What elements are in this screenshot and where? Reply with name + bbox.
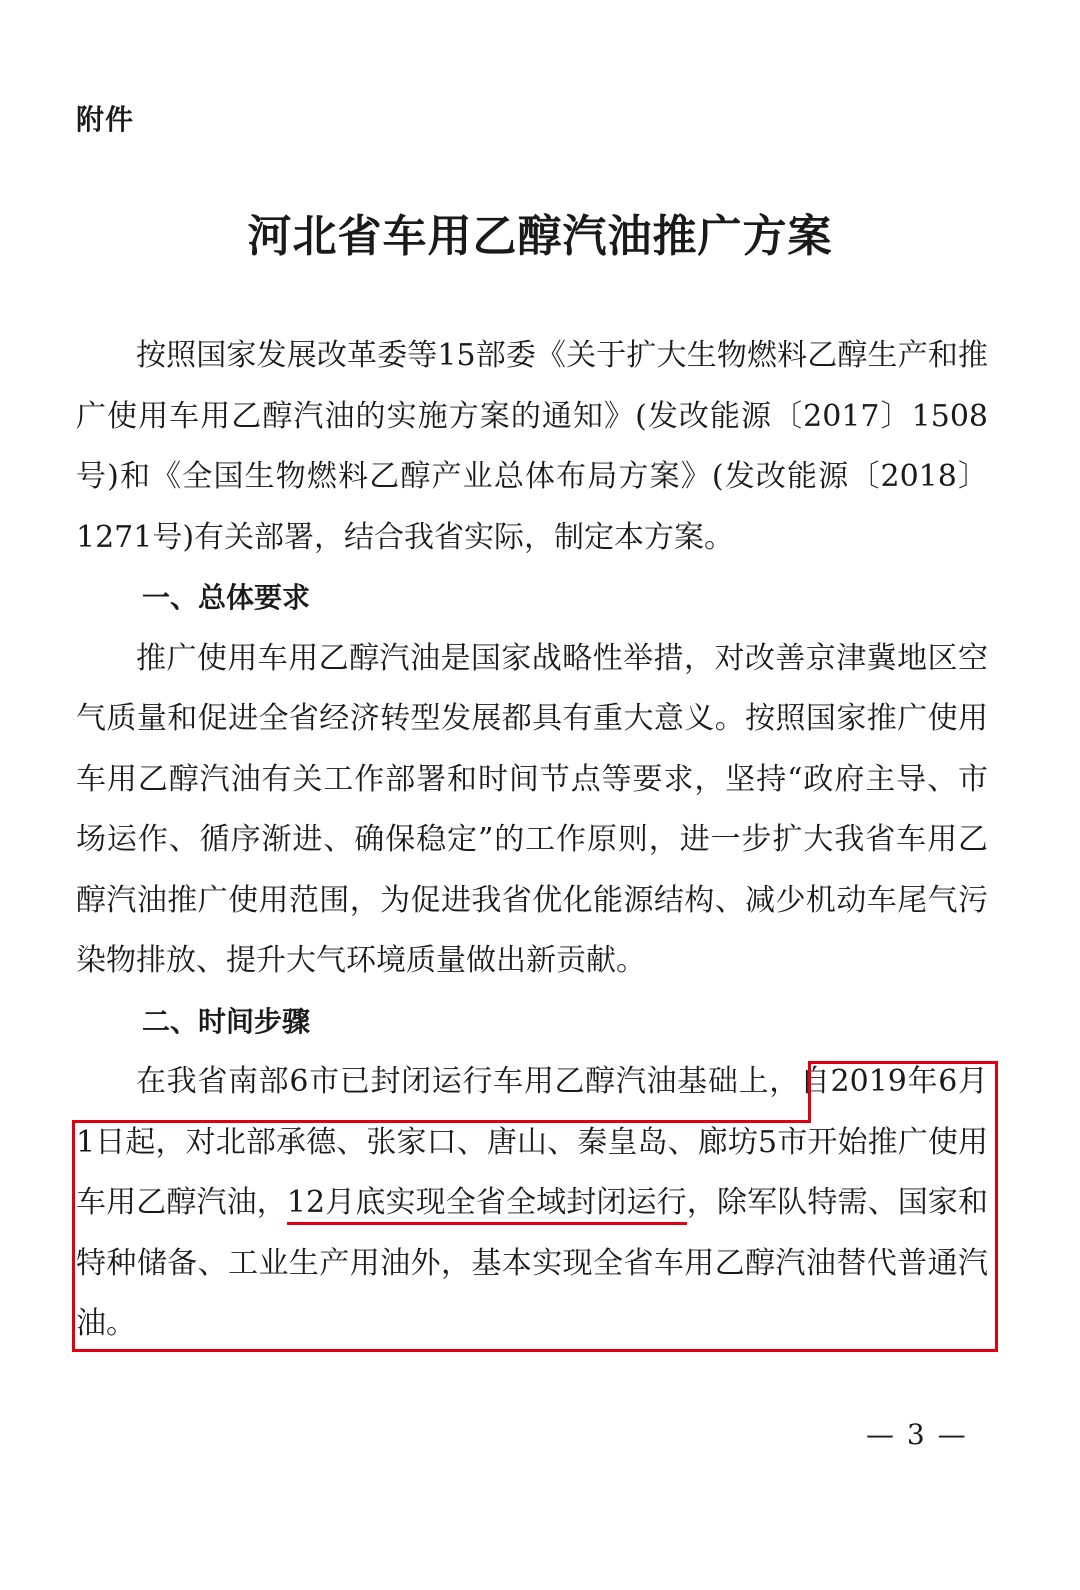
- section-heading-timeline: 二、时间步骤: [142, 1004, 311, 1038]
- attachment-label: 附件: [76, 103, 135, 136]
- timeline-paragraph: [76, 1052, 988, 1355]
- timeline-text-before: 在我省南部6市已封闭运行车用乙醇汽油基础上，: [136, 1064, 800, 1099]
- highlight-box-joint: [811, 1120, 995, 1123]
- timeline-underlined-text: 12月底实现全省全域封闭运行: [287, 1185, 687, 1225]
- timeline-text-highlighted: 自2019年6月1日起，对北部承德、张家口、唐山、秦皇岛、廊坊5市开始推广使用车用乙醇汽油，: [76, 1064, 988, 1220]
- general-requirements-paragraph: 推广使用车用乙醇汽油是国家战略性举措，对改善京津冀地区空气质量和促进全省经济转型发展都具有重大意义。按照国家推广使用车用乙醇汽油有关工作部署和时间节点等要求，坚持“政府主导、市场运作、循序渐进、确保稳定”的工作原则，进一步扩大我省车用乙醇汽油推广使用范围，为促进我省优化能源结构、减少机动车尾气污染物排放、提升大气环境质量做出新贡献。: [76, 640, 988, 978]
- document-body: [76, 326, 988, 1355]
- intro-paragraph: 按照国家发展改革委等15部委《关于扩大生物燃料乙醇生产和推广使用车用乙醇汽油的实施方案的通知》(发改能源〔2017〕1508号)和《全国生物燃料乙醇产业总体布局方案》(发改能源〔2018〕1271号)有关部署，结合我省实际，制定本方案。: [76, 338, 988, 555]
- page-number: — 3 —: [866, 1418, 968, 1451]
- timeline-text-after: ，除军队特需、国家和特种储备、工业生产用油外，基本实现全省车用乙醇汽油替代普通汽油。: [76, 1185, 988, 1341]
- section-heading-general-requirements: 一、总体要求: [142, 581, 311, 614]
- document-title: 河北省车用乙醇汽油推广方案: [247, 211, 833, 262]
